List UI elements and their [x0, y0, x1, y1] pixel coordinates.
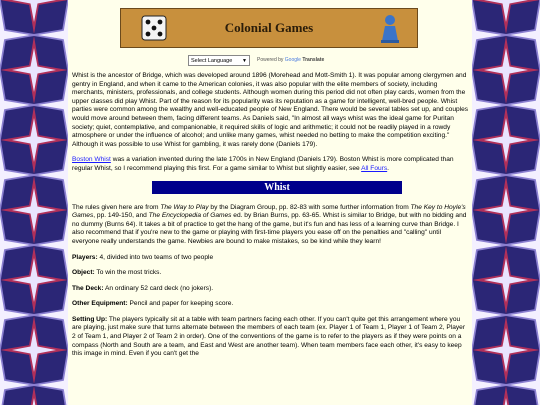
rules-text: by the Diagram Group, pp. 82-83 with some further information from [208, 203, 411, 211]
rules-text: ed. by Brian Burns, pp. 63-65. Whist is similar to Bridge, but with no bidding and no dummy (Burns 64). It takes a bit of practice to get the hang of the game, but it's fun and has less of a learning curve than Bridge. I also recommend that if you're new to the game or playing with first-time players you ease off on the penalties and "calling" until everyone really understands the game. Newbies are bound to make mistakes, so be kind while they learn! [72, 212, 467, 245]
powered-by-label: Powered by [257, 57, 284, 63]
all-fours-link[interactable]: All Fours [361, 164, 388, 172]
variation-text-end: . [387, 164, 389, 172]
book-title: The Way to Play [160, 203, 209, 211]
article-body [72, 72, 469, 366]
deck-rule [72, 285, 469, 294]
site-title: Colonial Games [224, 20, 314, 35]
site-banner[interactable] [120, 8, 418, 48]
variation-text: was a variation invented during the late 1700s in New England (Daniels 179). Boston Whist is more complicated than regular Whist, so I recommend playing this first. For a game similar to Whist but slightly easier, see [72, 156, 454, 172]
object-rule [72, 269, 469, 278]
pawn-icon [379, 14, 401, 44]
rule-text: To win the most tricks. [94, 269, 162, 277]
equipment-rule [72, 300, 469, 309]
rule-label: Other Equipment: [72, 300, 128, 308]
rules-source-paragraph [72, 204, 469, 247]
google-translate-attribution[interactable] [257, 57, 324, 63]
section-heading: Whist [152, 181, 402, 194]
language-select[interactable] [188, 55, 250, 66]
rule-text: 4, divided into two teams of two people [97, 253, 214, 261]
translate-link[interactable]: Translate [302, 57, 325, 63]
rule-text: An ordinary 52 card deck (no jokers). [103, 284, 214, 292]
players-rule [72, 254, 469, 263]
rule-label: Setting Up: [72, 315, 108, 323]
chevron-down-icon: ▼ [242, 58, 247, 64]
rule-text: The players typically sit at a table with team partners facing each other. If you can't quite get this arrangement where you are playing, just make sure that turns alternate between the members of each team (ex. Player 1 of Team 1, Player 1 of Team 2, Player 2 of Team 1, and Player 2 of Team 2 in order). One of the conventions of the game is to refer to the players as if they were points on a compass (North and South are a team, and East and West are another team). When team members face each other, it's easy to keep this image in mind. Even if you can't get the [72, 315, 466, 358]
rules-text: , pp. 149-150, and [93, 212, 149, 220]
intro-paragraph: Whist is the ancestor of Bridge, which was developed around 1896 (Morehead and Mott-Smith 1). It was popular among clergymen and gentry in England, and when it came to the American colonies, it was also popular with the elite members of society, including merchants, ministers, professionals, and college students. Although women during this period did not often play cards, women from the upper classes did play Whist. Part of the reason for its popularity was its reputation as a game for intelligent, well-bred people. Whist parties were common among the wealthy and well-educated people of New England. There would be several tables set up, and couples would move around between them, facing different teams. As Daniels said, "In almost all ways whist was the ideal game for Puritan society; quiet, contemplative, and companionable, it required skills of logic and arithmetic; it could not be readily played in a rowdy atmosphere or under the influence of alcohol; and unlike many games, whist needed no betting to make the competition exciting." Although it was possible to use Whist for gambling, it was rarely done (Daniels 179). [72, 72, 469, 148]
rules-text: The rules given here are from [72, 203, 161, 211]
setup-rule [72, 316, 469, 359]
variation-paragraph [72, 156, 469, 173]
book-title: The Encyclopedia of Games [148, 212, 232, 220]
rule-label: Object: [72, 269, 95, 277]
rule-text: Pencil and paper for keeping score. [127, 300, 234, 308]
book-title: The Key to Hoyle's Games [72, 203, 466, 220]
rule-label: Players: [72, 253, 98, 261]
google-logo: Google [284, 57, 301, 63]
language-select-label: Select Language [191, 58, 233, 64]
main-content-column [68, 0, 472, 405]
boston-whist-link[interactable]: Boston Whist [72, 156, 111, 164]
rule-label: The Deck: [72, 284, 104, 292]
